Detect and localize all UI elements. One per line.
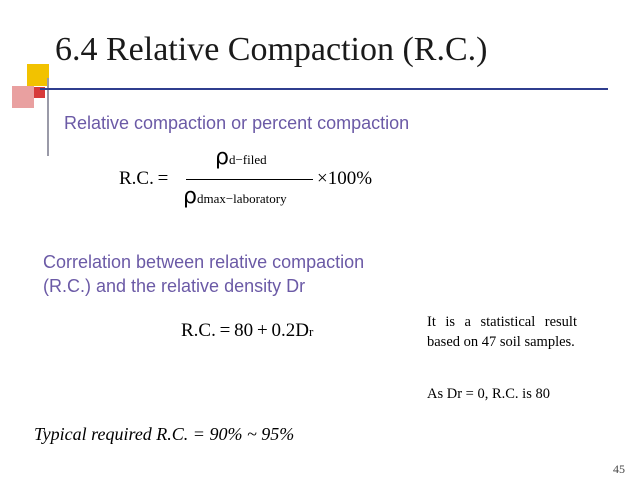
formula1-denominator — [183, 186, 287, 210]
typical-rc-text: Typical required R.C. = 90% ~ 95% — [34, 424, 295, 444]
formula1-numerator-sub: d−filed — [228, 152, 267, 167]
statistical-note: It is a statistical result based on 47 soil samples. — [427, 314, 577, 350]
dr-zero-note: As Dr = 0, R.C. is 80 — [427, 386, 550, 402]
rho-symbol: ρ — [183, 184, 197, 209]
formula-correlation — [181, 320, 313, 343]
formula2-lhs: R.C. = 80 + 0.2D — [181, 320, 309, 341]
rho-symbol: ρ — [215, 145, 229, 170]
fraction-bar — [186, 179, 313, 180]
decorative-square-pink — [12, 86, 34, 108]
formula2-sub: r — [308, 324, 314, 339]
formula1-factor: ×100% — [317, 168, 373, 189]
slide-title: 6.4 Relative Compaction (R.C.) — [55, 31, 488, 68]
page-number: 45 — [613, 462, 625, 476]
subtitle: Relative compaction or percent compaction — [64, 113, 410, 133]
title-underline — [40, 88, 608, 90]
correlation-text: Correlation between relative compaction (R.C.) and the relative density Dr — [43, 252, 365, 296]
formula1-numerator — [215, 147, 267, 171]
decorative-square-yellow — [27, 64, 49, 86]
formula1-denominator-sub: dmax−laboratory — [196, 191, 287, 206]
formula1-lhs: R.C. = — [119, 168, 169, 189]
